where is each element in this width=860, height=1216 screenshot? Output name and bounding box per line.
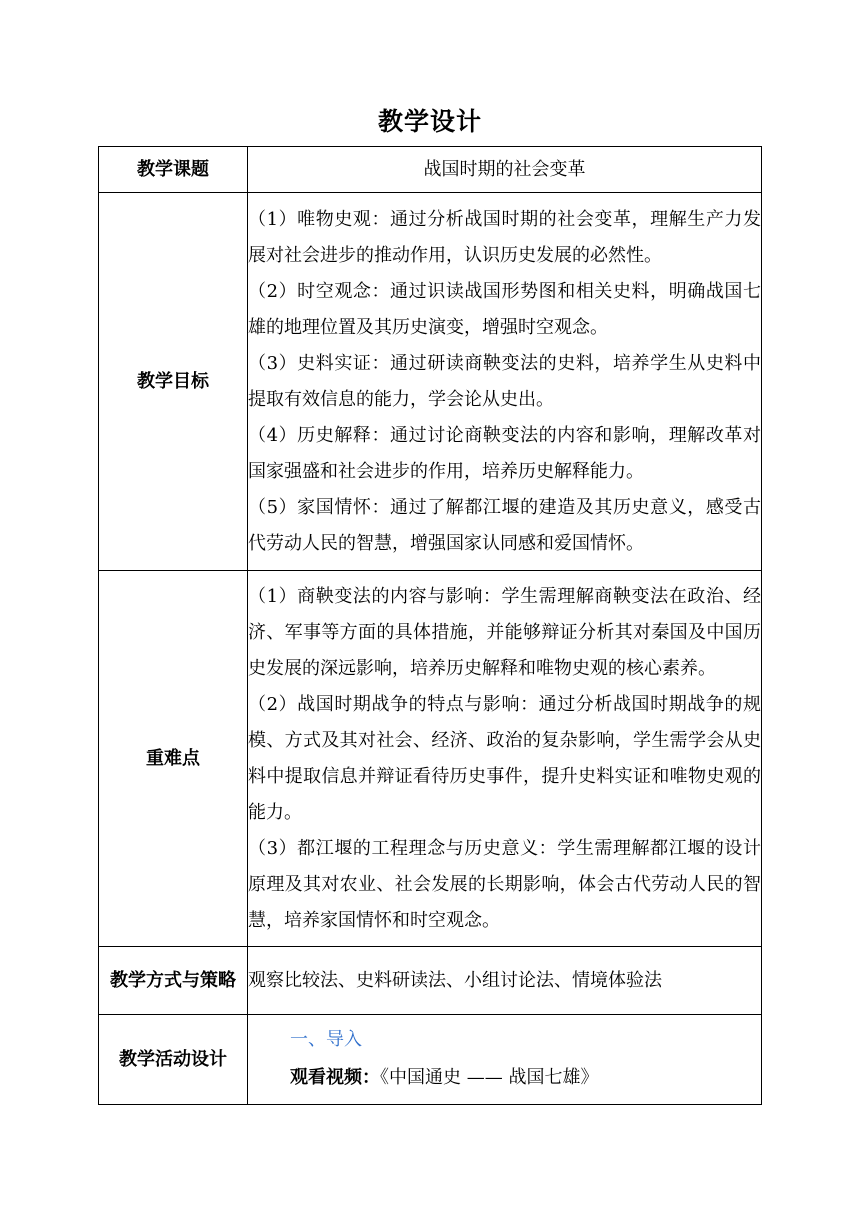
- key-points-content: [248, 571, 762, 947]
- topic-label: 教学课题: [99, 147, 248, 193]
- lesson-plan-table: [98, 146, 762, 1105]
- video-title: 《中国通史 —— 战国七雄》: [380, 1066, 599, 1088]
- table-row-methods: [99, 947, 762, 1015]
- objective-item: （3）史料实证：通过研读商鞅变法的史料，培养学生从史料中提取有效信息的能力，学会论从史出。: [248, 352, 761, 410]
- objective-item: （2）时空观念：通过识读战国形势图和相关史料，明确战国七雄的地理位置及其历史演变，增强时空观念。: [248, 280, 761, 338]
- activities-label: 教学活动设计: [99, 1015, 248, 1105]
- objectives-label: 教学目标: [99, 193, 248, 571]
- objective-item: （5）家国情怀：通过了解都江堰的建造及其历史意义，感受古代劳动人民的智慧，增强国家认同感和爱国情怀。: [248, 496, 761, 554]
- objective-item: （4）历史解释：通过讨论商鞅变法的内容和影响，理解改革对国家强盛和社会进步的作用，培养历史解释能力。: [248, 424, 761, 482]
- activity-video-line: [248, 1058, 761, 1098]
- video-label: 观看视频：: [290, 1066, 380, 1088]
- key-point-item: （2）战国时期战争的特点与影响：通过分析战国时期战争的规模、方式及其对社会、经济、政治的复杂影响，学生需学会从史料中提取信息并辩证看待历史事件，提升史料实证和唯物史观的能力。: [248, 693, 761, 823]
- objective-item: （1）唯物史观：通过分析战国时期的社会变革，理解生产力发展对社会进步的推动作用，认识历史发展的必然性。: [248, 208, 761, 266]
- activities-content: [248, 1015, 762, 1105]
- topic-value: 战国时期的社会变革: [248, 147, 762, 193]
- objectives-content: [248, 193, 762, 571]
- table-row-key-points: [99, 571, 762, 947]
- key-point-item: （3）都江堰的工程理念与历史意义：学生需理解都江堰的设计原理及其对农业、社会发展的长期影响，体会古代劳动人民的智慧，培养家国情怀和时空观念。: [248, 837, 761, 931]
- key-points-label: 重难点: [99, 571, 248, 947]
- key-point-item: （1）商鞅变法的内容与影响：学生需理解商鞅变法在政治、经济、军事等方面的具体措施，并能够辩证分析其对秦国及中国历史发展的深远影响，培养历史解释和唯物史观的核心素养。: [248, 585, 761, 679]
- document-title: 教学设计: [377, 107, 482, 136]
- activity-section-heading: 一、导入: [290, 1028, 362, 1050]
- table-row-objectives: [99, 193, 762, 571]
- table-row-activities: [99, 1015, 762, 1105]
- table-row-topic: [99, 147, 762, 193]
- methods-value: 观察比较法、史料研读法、小组讨论法、情境体验法: [248, 947, 762, 1015]
- methods-label: 教学方式与策略: [99, 947, 248, 1015]
